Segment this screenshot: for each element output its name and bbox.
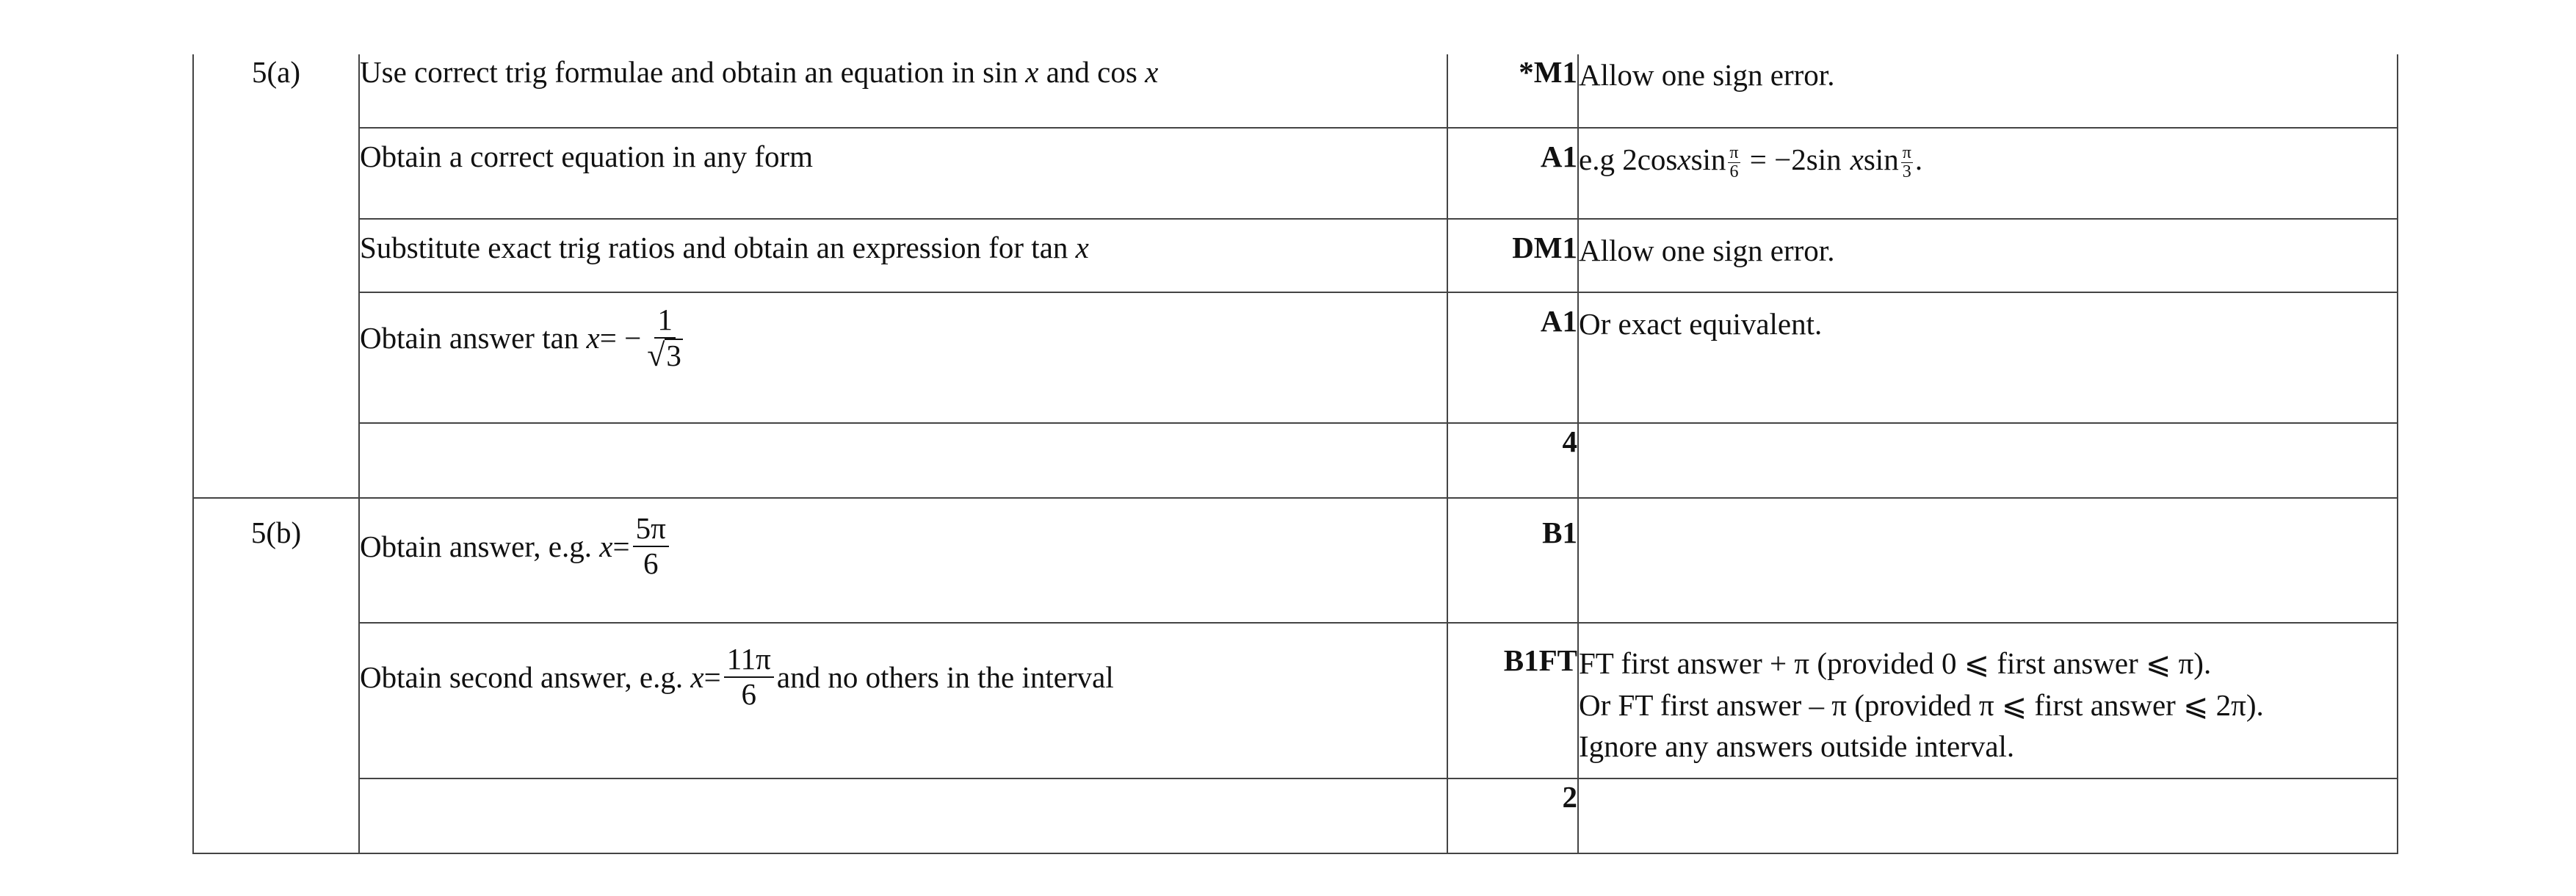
answer-text: and no others in the interval [776,660,1114,694]
guidance-cell [1578,54,2398,128]
total-mark: 2 [1562,780,1577,814]
mark-label: B1 [1542,516,1577,549]
mark-scheme-table [192,54,2398,854]
answer-cell [359,778,1447,853]
mark-cell [1447,623,1578,778]
math-variable: x [1075,231,1089,264]
guidance-cell [1578,623,2398,778]
math-variable: x [1677,142,1691,176]
answer-text: and cos [1038,55,1146,89]
square-root [647,336,683,373]
mark-label: B1FT [1503,643,1577,677]
fraction-denominator: 6 [643,546,659,580]
guidance-text: Allow one sign error. [1579,234,1835,267]
math-text: sin [1863,142,1899,176]
question-number [193,498,359,853]
answer-equation [360,643,1447,712]
answer-cell [359,623,1447,778]
math-text: tan [542,321,579,355]
answer-text: Obtain second answer, e.g. [360,660,684,694]
table-row [193,423,2398,498]
guidance-equation [1579,142,1923,182]
math-text: = [612,529,630,563]
answer-cell [359,219,1447,292]
table-row [193,623,2398,778]
table-row [193,54,2398,128]
fraction-denominator: 6 [741,676,757,711]
question-label: 5(a) [251,55,300,89]
fraction-numerator: 1 [654,303,676,339]
total-mark-cell [1447,778,1578,853]
mark-label: A1 [1540,140,1577,173]
question-number [193,54,359,498]
math-text: sin [1690,142,1726,176]
mark-cell [1447,219,1578,292]
fraction-5pi-over-6 [633,512,669,581]
math-variable: x [586,321,600,355]
mark-label: *M1 [1519,55,1577,89]
guidance-cell [1578,778,2398,853]
mark-cell [1447,292,1578,423]
table-row [193,778,2398,853]
math-variable: x [1850,142,1864,176]
table-row [193,128,2398,219]
mark-cell [1447,54,1578,128]
answer-text: Substitute exact trig ratios and obtain an expression for tan [360,231,1076,264]
mark-cell [1447,498,1578,623]
mark-label: A1 [1540,304,1577,338]
guidance-text: Or exact equivalent. [1579,307,1823,341]
fraction-numerator: π [1902,142,1911,162]
guidance-line: FT first answer + π (provided 0 ⩽ first answer ⩽ π). [1579,646,2212,680]
fraction-numerator: 5π [633,512,669,547]
answer-cell [359,128,1447,219]
answer-cell [359,54,1447,128]
answer-cell [359,498,1447,623]
answer-equation [360,512,1447,581]
math-variable: x [1145,55,1159,89]
table-row [193,498,2398,623]
guidance-line: Or FT first answer – π (provided π ⩽ first answer ⩽ 2π). [1579,687,2264,722]
fraction-numerator: 11π [724,643,774,678]
fraction-denominator [644,336,686,373]
math-text: = [703,660,721,694]
guidance-text: e.g [1579,142,1623,176]
math-variable: x [690,660,704,694]
answer-equation [360,303,1447,373]
radicand: 3 [666,338,681,372]
answer-text: Obtain a correct equation in any form [360,140,814,173]
fraction-one-over-root-three [644,303,686,373]
mark-label: DM1 [1512,231,1577,264]
fraction-11pi-over-6 [724,643,774,712]
math-variable: x [599,529,613,563]
answer-cell [359,292,1447,423]
fraction-pi-over-3 [1901,144,1913,181]
mark-cell [1447,128,1578,219]
math-text: = − [599,321,642,355]
radical-sign: √ [647,336,665,373]
question-label: 5(b) [250,516,302,549]
guidance-cell [1578,498,2398,623]
table-row [193,219,2398,292]
fraction-numerator: π [1729,142,1739,162]
guidance-cell [1578,423,2398,498]
math-text: = −2sin [1742,142,1842,176]
answer-text: Use correct trig formulae and obtain an equation in sin [360,55,1026,89]
fraction-denominator: 3 [1902,162,1911,182]
answer-text: Obtain answer, e.g. [360,529,593,563]
math-text: 2cos [1622,142,1678,176]
table-row [193,292,2398,423]
fraction-denominator: 6 [1729,162,1739,182]
answer-text: Obtain answer [360,321,535,355]
guidance-text: Allow one sign error. [1579,58,1835,92]
guidance-line: Ignore any answers outside interval. [1579,729,2015,764]
fraction-pi-over-6 [1728,144,1740,181]
total-mark: 4 [1562,424,1577,458]
total-mark-cell [1447,423,1578,498]
math-text: . [1914,142,1923,176]
guidance-cell [1578,219,2398,292]
guidance-cell [1578,128,2398,219]
math-variable: x [1025,55,1039,89]
guidance-cell [1578,292,2398,423]
answer-cell [359,423,1447,498]
